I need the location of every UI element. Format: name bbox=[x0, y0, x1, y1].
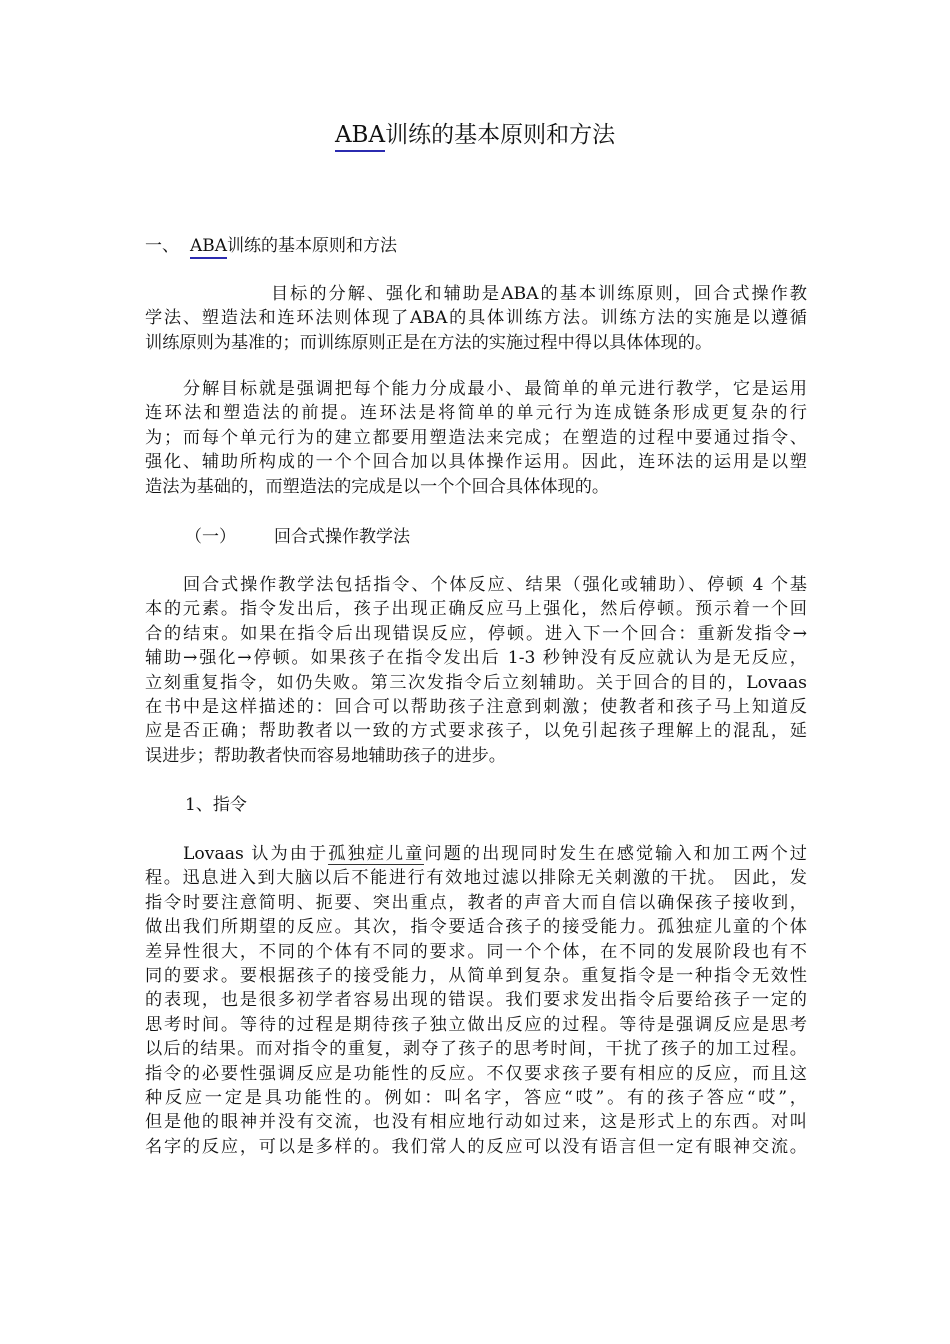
section-number: 一、 bbox=[145, 236, 179, 256]
paragraph-line: 差异性很大，不同的个体有不同的要求。同一个个体，在不同的发展阶段也有不 bbox=[145, 941, 807, 962]
subsection-heading-1 bbox=[185, 524, 410, 550]
paragraph-line: 指令时要注意简明、扼要、突出重点，教者的声音大而自信以确保孩子接收到， bbox=[145, 892, 807, 913]
paragraph-line: 同的要求。要根据孩子的接受能力，从简单到复杂。重复指令是一种指令无效性 bbox=[145, 966, 807, 987]
paragraph-line: 做出我们所期望的反应。其次，指令要适合孩子的接受能力。孤独症儿童的个体 bbox=[145, 917, 807, 938]
text-lovaas: Lovaas 认为由于 bbox=[183, 844, 329, 864]
document-title bbox=[0, 119, 950, 151]
paragraph-line: 以后的结果。而对指令的重复，剥夺了孩子的思考时间，干扰了孩子的加工过程。 bbox=[145, 1039, 807, 1060]
paragraph-line: 误进步；帮助教者快而容易地辅助孩子的进步。 bbox=[145, 745, 506, 766]
section-link-aba[interactable]: ABA bbox=[190, 236, 227, 259]
paragraph-line: 合的结束。如果在指令后出现错误反应，停顿。进入下一个回合：重新发指令→ bbox=[145, 623, 807, 644]
paragraph-line: 但是他的眼神并没有交流，也没有相应地行动如过来，这是形式上的东西。对叫 bbox=[145, 1112, 807, 1133]
paragraph-line: 分解目标就是强调把每个能力分成最小、最简单的单元进行教学，它是运用 bbox=[183, 379, 807, 399]
paragraph-discrete-trial bbox=[145, 573, 807, 768]
paragraph-line: 连环法和塑造法的前提。连环法是将简单的单元行为连成链条形成更复杂的行 bbox=[145, 403, 807, 424]
paragraph-line: 训练原则为基准的；而训练原则正是在方法的实施过程中得以具体体现的。 bbox=[145, 332, 713, 353]
paragraph-line: 目标的分解、强化和辅助是ABA的基本训练原则，回合式操作教 bbox=[271, 284, 807, 304]
paragraph-goal-decomposition bbox=[145, 377, 807, 499]
title-link-aba[interactable]: ABA bbox=[335, 122, 385, 152]
paragraph-line: 应是否正确；帮助教者以一致的方式要求孩子，以免引起孩子理解上的混乱，延 bbox=[145, 721, 807, 742]
subsection-title: 回合式操作教学法 bbox=[274, 527, 410, 547]
text-rest: 问题的出现同时发生在感觉输入和加工两个过 bbox=[424, 844, 807, 864]
section-heading-1 bbox=[145, 233, 397, 259]
paragraph-line: 立刻重复指令，如仍失败。第三次发指令后立刻辅助。关于回合的目的，Lovaas bbox=[145, 672, 807, 693]
paragraph-line bbox=[145, 842, 807, 866]
paragraph-line: 本的元素。指令发出后，孩子出现正确反应马上强化，然后停顿。预示着一个回 bbox=[145, 599, 807, 620]
paragraph-line: 指令的必要性强调反应是功能性的反应。不仅要求孩子要有相应的反应，而且这 bbox=[145, 1063, 807, 1084]
paragraph-line: 强化、辅助所构成的一个个回合加以具体操作运用。因此，连环法的运用是以塑 bbox=[145, 452, 807, 473]
subsection-number: （一） bbox=[185, 527, 236, 547]
subsection-heading-instruction: 1、指令 bbox=[185, 795, 247, 815]
paragraph-line: 思考时间。等待的过程是期待孩子独立做出反应的过程。等待是强调反应是思考 bbox=[145, 1014, 807, 1035]
paragraph-line: 程。迅息进入到大脑以后不能进行有效地过滤以排除无关刺激的干扰。 因此，发 bbox=[145, 868, 807, 889]
link-autism-children[interactable]: 孤独症儿童 bbox=[328, 844, 425, 864]
paragraph-line: 名字的反应，可以是多样的。我们常人的反应可以没有语言但一定有眼神交流。 bbox=[145, 1136, 807, 1157]
paragraph-principles-intro bbox=[145, 282, 807, 355]
paragraph-instruction bbox=[145, 842, 807, 1159]
paragraph-line: 在书中是这样描述的：回合可以帮助孩子注意到刺激；使教者和孩子马上知道反 bbox=[145, 697, 807, 718]
paragraph-line: 的表现，也是很多初学者容易出现的错误。我们要求发出指令后要给孩子一定的 bbox=[145, 990, 807, 1011]
paragraph-line: 为；而每个单元行为的建立都要用塑造法来完成；在塑造的过程中要通过指令、 bbox=[145, 427, 807, 448]
paragraph-line: 学法、塑造法和连环法则体现了ABA的具体训练方法。训练方法的实施是以遵循 bbox=[145, 308, 807, 329]
title-text: 训练的基本原则和方法 bbox=[385, 122, 616, 148]
paragraph-line: 回合式操作教学法包括指令、个体反应、结果（强化或辅助）、停顿 4 个基 bbox=[183, 575, 807, 595]
section-heading-text: 训练的基本原则和方法 bbox=[227, 236, 398, 256]
paragraph-line: 种反应一定是具功能性的。例如：叫名字，答应“哎”。有的孩子答应“哎”， bbox=[145, 1088, 807, 1109]
paragraph-line: 辅助→强化→停顿。如果孩子在指令发出后 1-3 秒钟没有反应就认为是无反应， bbox=[145, 648, 807, 669]
paragraph-line: 造法为基础的，而塑造法的完成是以一个个回合具体体现的。 bbox=[145, 476, 610, 497]
